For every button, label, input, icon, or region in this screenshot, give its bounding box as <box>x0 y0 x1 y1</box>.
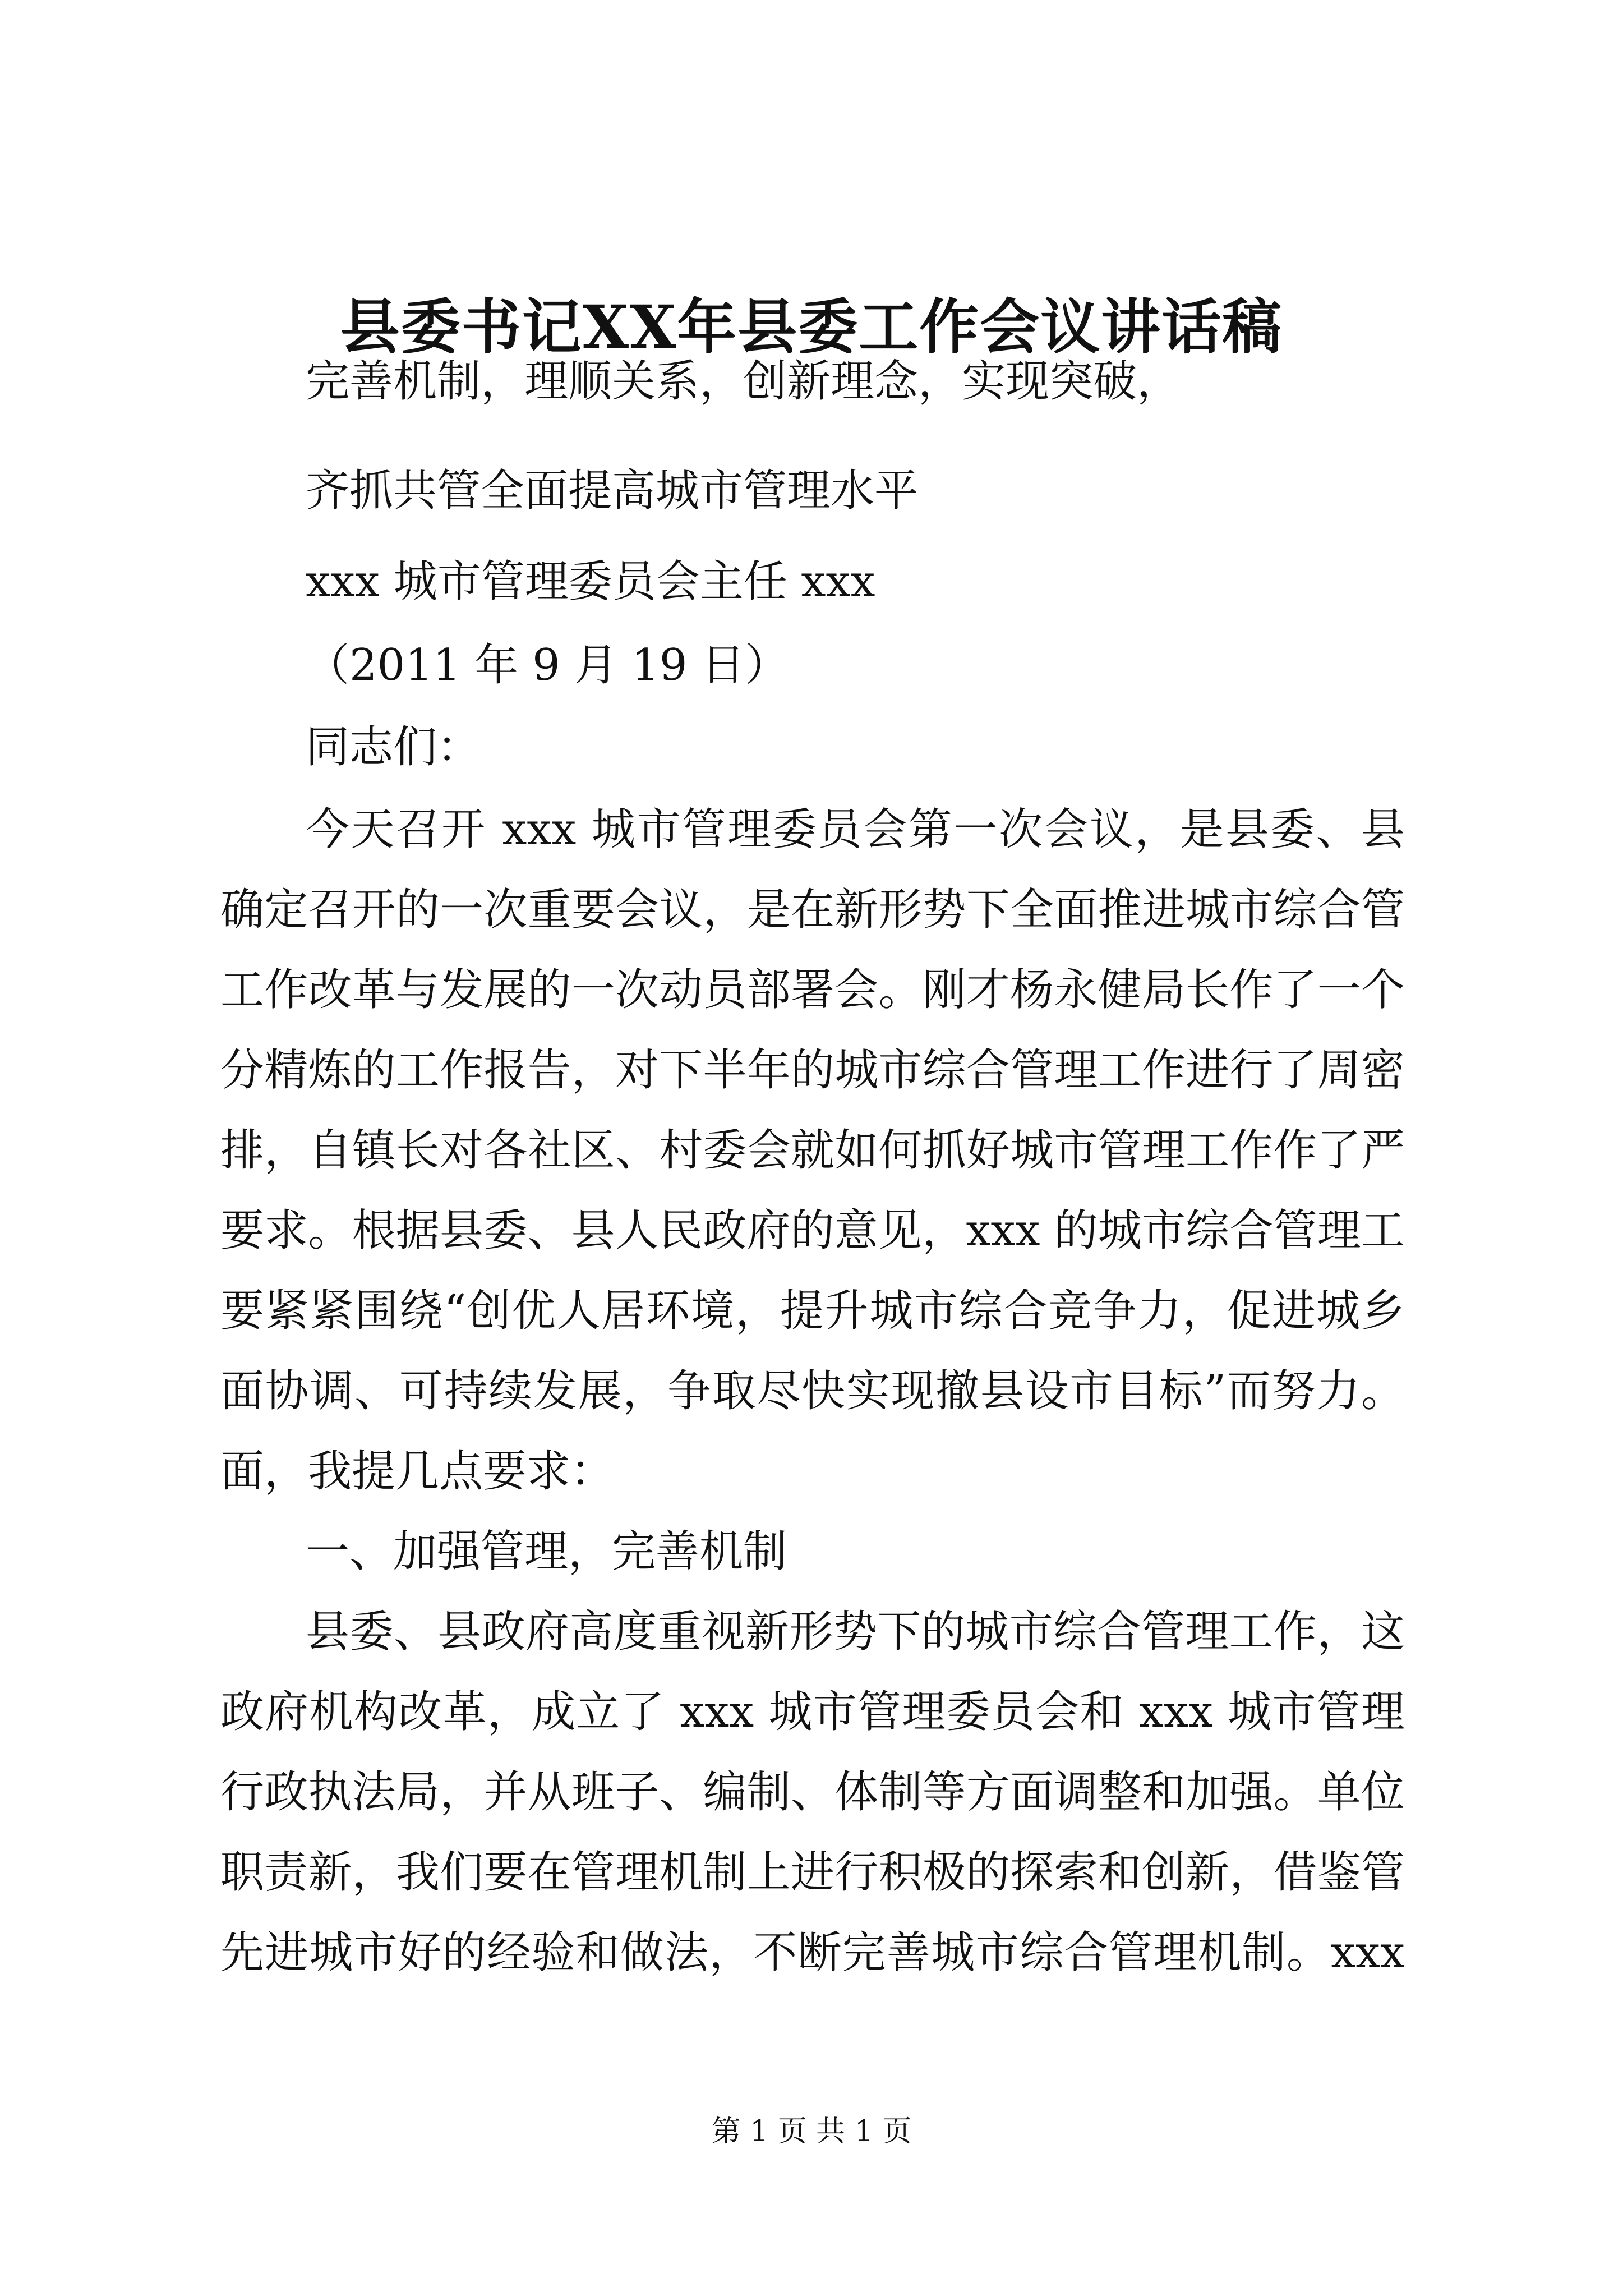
paragraph-line: 政府机构改革，成立了 xxx 城市管理委员会和 xxx 城市管理 <box>220 1687 1405 1737</box>
paragraph-line: 今天召开 xxx 城市管理委员会第一次会议，是县委、县 <box>306 804 1405 855</box>
page-footer: 第 1 页 共 1 页 <box>711 2115 912 2148</box>
paragraph-line: 确定召开的一次重要会议，是在新形势下全面推进城市综合管 <box>220 885 1405 935</box>
paragraph-line: 县委、县政府高度重视新形势下的城市综合管理工作，这 <box>306 1607 1405 1657</box>
paragraph-line: 要紧紧围绕“创优人居环境，提升城市综合竞争力，促进城乡 <box>220 1286 1405 1336</box>
paragraph-line: 工作改革与发展的一次动员部署会。刚才杨永健局长作了一个 <box>220 965 1405 1015</box>
subtitle-line-2: 齐抓共管全面提高城市管理水平 <box>306 466 919 516</box>
section-heading: 一、加强管理，完善机制 <box>306 1526 787 1577</box>
paragraph-line: 分精炼的工作报告，对下半年的城市综合管理工作进行了周密 <box>220 1045 1405 1096</box>
paragraph-line: 排，自镇长对各社区、村委会就如何抓好城市管理工作作了严 <box>220 1125 1405 1176</box>
paragraph-line: 职责新，我们要在管理机制上进行积极的探索和创新，借鉴管 <box>220 1847 1405 1898</box>
date-line: （2011 年 9 月 19 日） <box>306 640 789 691</box>
paragraph-line: 先进城市好的经验和做法，不断完善城市综合管理机制。xxx <box>220 1927 1405 1978</box>
paragraph-line: 面，我提几点要求： <box>220 1446 615 1497</box>
document-title: 县委书记XX年县委工作会议讲话稿 <box>340 292 1283 362</box>
author-line: xxx 城市管理委员会主任 xxx <box>306 556 875 607</box>
paragraph-line: 行政执法局，并从班子、编制、体制等方面调整和加强。单位 <box>220 1767 1405 1818</box>
subtitle-line-1: 完善机制，理顺关系，创新理念，实现突破， <box>306 356 1181 407</box>
paragraph-line: 面协调、可持续发展，争取尽快实现撤县设市目标”而努力。 <box>220 1366 1405 1416</box>
salutation: 同志们： <box>306 722 481 772</box>
paragraph-line: 要求。根据县委、县人民政府的意见，xxx 的城市综合管理工 <box>220 1205 1405 1256</box>
